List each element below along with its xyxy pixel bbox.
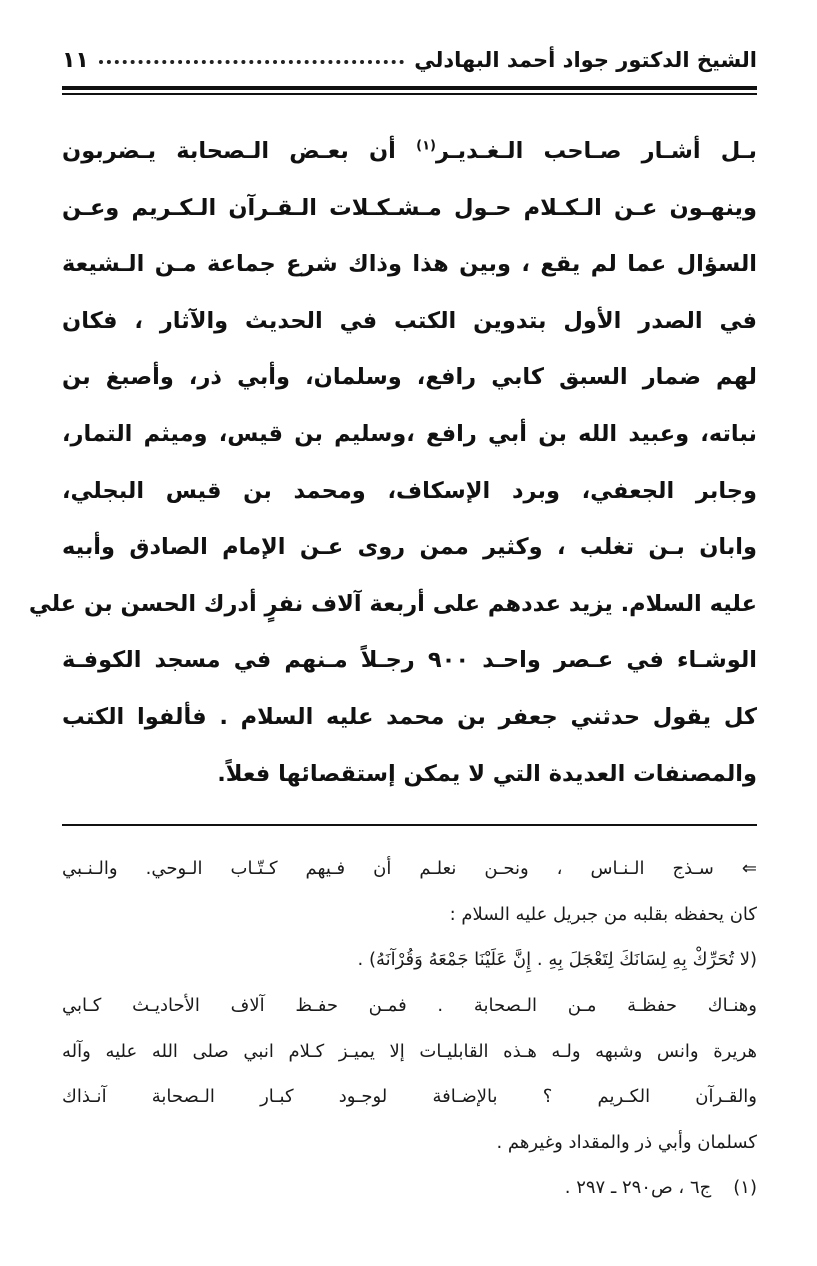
main-line-12: والمصنفات العديدة التي لا يمكن إستقصائها فعلاً.	[217, 760, 757, 787]
footnote-separator	[62, 824, 757, 826]
footnote-line-4: وهنـاك حفظـة مـن الـصحابة . فمـن حفـظ آلاف الأحاديـث كـابي	[62, 994, 757, 1016]
footnotes	[62, 846, 757, 1211]
page-header	[62, 38, 757, 82]
main-line-1-start: بـل أشـار صـاحب الـغـديـر	[435, 138, 757, 164]
main-line-7: وجابر الجعفي، وبرد الإسكاف، ومحمد بن قيس البجلي،	[62, 477, 757, 504]
footnote-line-3: (لا تُحَرِّكْ بِهِ لِسَانَكَ لِتَعْجَلَ بِهِ . إِنَّ عَلَيْنَا جَمْعَهُ وَقُرْآنَهُ) .	[357, 949, 757, 971]
main-line-11: كل يقول حدثني جعفر بن محمد عليه السلام . فألفوا الكتب	[62, 703, 757, 730]
main-line-4: في الصدر الأول بتدوين الكتب في الحديث والآثار ، فكان	[62, 307, 757, 334]
main-line-2: وينهـون عـن الـكـلام حـول مـشـكـلات الـقـرآن الـكـريم وعـن	[62, 194, 757, 221]
footnote-reference-line	[62, 1165, 757, 1211]
header-rule-thin	[62, 93, 757, 95]
main-line-10: الوشـاء في عـصر واحـد ٩٠٠ رجـلاً مـنهم في مسجد الكوفـة	[62, 647, 757, 674]
main-line-6: نباته، وعبيد الله بن أبي رافع ،وسليم بن قيس، وميثم التمار،	[62, 420, 757, 447]
main-text	[28, 123, 757, 802]
footnote-line-2: كان يحفظه بقلبه من جبريل عليه السلام :	[449, 903, 757, 925]
main-line-3: السؤال عما لم يقع ، وبين هذا وذاك شرع جماعة مـن الـشيعة	[62, 251, 757, 278]
footnote-line-7: كسلمان وأبي ذر والمقداد وغيرهم .	[496, 1131, 757, 1153]
footnote-line-1: ⇐ سـذج الـنـاس ، ونحـن نعلـم أن فـيهم كـتّـاب الـوحي. والـنـبي	[62, 858, 757, 880]
main-line-8: وابان بـن تغلب ، وكثير ممن روى عـن الإمام الصادق وأبيه	[62, 534, 757, 561]
footnote-ref-text: ج٦ ، ص٢٩٠ ـ ٢٩٧ .	[564, 1177, 712, 1199]
main-line-1-end: أن بعـض الـصحابة يـضربون	[62, 138, 396, 164]
footnote-line-5: هريرة وانس وشبهه ولـه هـذه القابليـات إلا يميـز كـلام انبي صلى الله عليه وآله	[62, 1040, 757, 1062]
main-line-1	[62, 123, 757, 180]
main-line-9: عليه السلام. يزيد عددهم على أربعة آلاف نفرٍ أدرك الحسن بن علي	[28, 590, 757, 617]
header-dot-leader	[99, 56, 404, 64]
footnote-ref-marker: (١)	[733, 1177, 757, 1199]
running-title: الشيخ الدكتور جواد أحمد البهادلي	[414, 48, 757, 72]
book-page	[28, 38, 757, 1228]
footnote-line-6: والقـرآن الكـريم ؟ بالإضـافة لوجـود كبـار الـصحابة آنـذاك	[62, 1086, 757, 1108]
main-line-5: لهم ضمار السبق كابي رافع، وسلمان، وأبي ذر، وأصبغ بن	[62, 364, 757, 391]
footnote-reference: (١)	[416, 138, 436, 154]
header-rule-thick	[62, 86, 757, 90]
page-number: ١١	[62, 47, 89, 73]
